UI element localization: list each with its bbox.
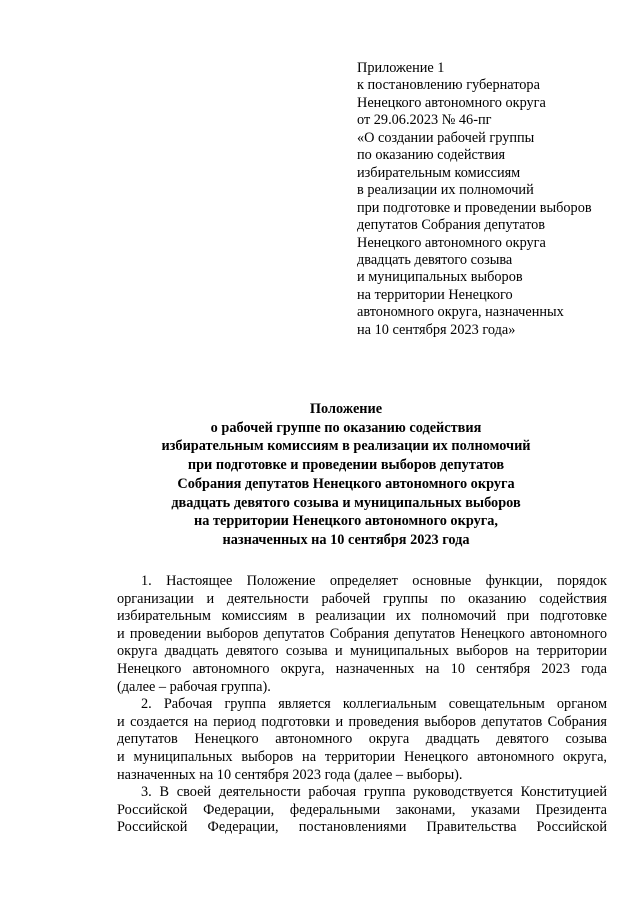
paragraph-line: Российской Федерации, федеральными законами, указами Президента [117, 801, 607, 818]
appendix-line: Ненецкого автономного округа [357, 234, 546, 251]
paragraph-line: избирательным комиссиям в реализации их полномочий при подготовке [117, 608, 607, 625]
paragraph-line: 1. Настоящее Положение определяет основные функции, порядок [141, 573, 607, 589]
title-line: Собрания депутатов Ненецкого автономного округа [177, 475, 515, 492]
document-body [117, 573, 607, 837]
paragraph-line: и проведении выборов депутатов Собрания депутатов Ненецкого автономного [117, 625, 607, 642]
paragraph-line: Ненецкого автономного округа, назначенных на 10 сентября 2023 года [117, 660, 607, 677]
paragraph-line: депутатов Ненецкого автономного округа двадцать девятого созыва [117, 731, 607, 748]
appendix-line: «О создании рабочей группы [357, 129, 535, 146]
document-title [100, 400, 592, 550]
appendix-line: в реализации их полномочий [357, 182, 534, 199]
appendix-line: и муниципальных выборов [357, 269, 523, 286]
appendix-line: по оказанию содействия [357, 147, 506, 164]
paragraph-3 [117, 784, 607, 837]
title-line: при подготовке и проведении выборов депутатов [187, 457, 505, 474]
appendix-line: при подготовке и проведении выборов [357, 199, 592, 216]
title-line: избирательным комиссиям в реализации их полномочий [161, 438, 531, 455]
paragraph-2 [117, 696, 607, 784]
title-line: Положение [309, 401, 383, 417]
paragraph-line: и создается на период подготовки и проведения выборов депутатов Собрания [117, 713, 607, 730]
appendix-line: Приложение 1 [357, 60, 445, 76]
paragraph-1 [117, 573, 607, 696]
appendix-line: автономного округа, назначенных [357, 304, 564, 321]
appendix-block [357, 60, 627, 339]
title-line: двадцать девятого созыва и муниципальных выборов [171, 494, 521, 511]
appendix-line: депутатов Собрания депутатов [357, 217, 546, 234]
paragraph-line: и муниципальных выборов на территории Ненецкого автономного округа, [117, 748, 607, 765]
paragraph-line: назначенных на 10 сентября 2023 года (далее – выборы). [117, 766, 463, 783]
appendix-line: на территории Ненецкого [357, 286, 513, 303]
paragraph-line: Российской Федерации, постановлениями Правительства Российской [117, 819, 607, 836]
paragraph-line: (далее – рабочая группа). [117, 678, 271, 695]
appendix-line: избирательным комиссиям [357, 164, 521, 181]
title-line: на территории Ненецкого автономного округа, [194, 513, 498, 530]
title-line: назначенных на 10 сентября 2023 года [222, 531, 470, 548]
appendix-line: на 10 сентября 2023 года» [357, 321, 516, 338]
appendix-line: от 29.06.2023 № 46-пг [357, 112, 492, 129]
paragraph-line: 3. В своей деятельности рабочая группа руководствуется Конституцией [141, 784, 607, 801]
paragraph-line: 2. Рабочая группа является коллегиальным совещательным органом [141, 696, 607, 713]
paragraph-line: округа двадцать девятого созыва и муниципальных выборов на территории [117, 643, 607, 660]
paragraph-line: организации и деятельности рабочей группы по оказанию содействия [117, 590, 607, 607]
appendix-line: к постановлению губернатора [357, 77, 540, 94]
appendix-line: двадцать девятого созыва [357, 251, 513, 268]
title-line: о рабочей группе по оказанию содействия [210, 419, 482, 436]
appendix-line: Ненецкого автономного округа [357, 94, 546, 111]
